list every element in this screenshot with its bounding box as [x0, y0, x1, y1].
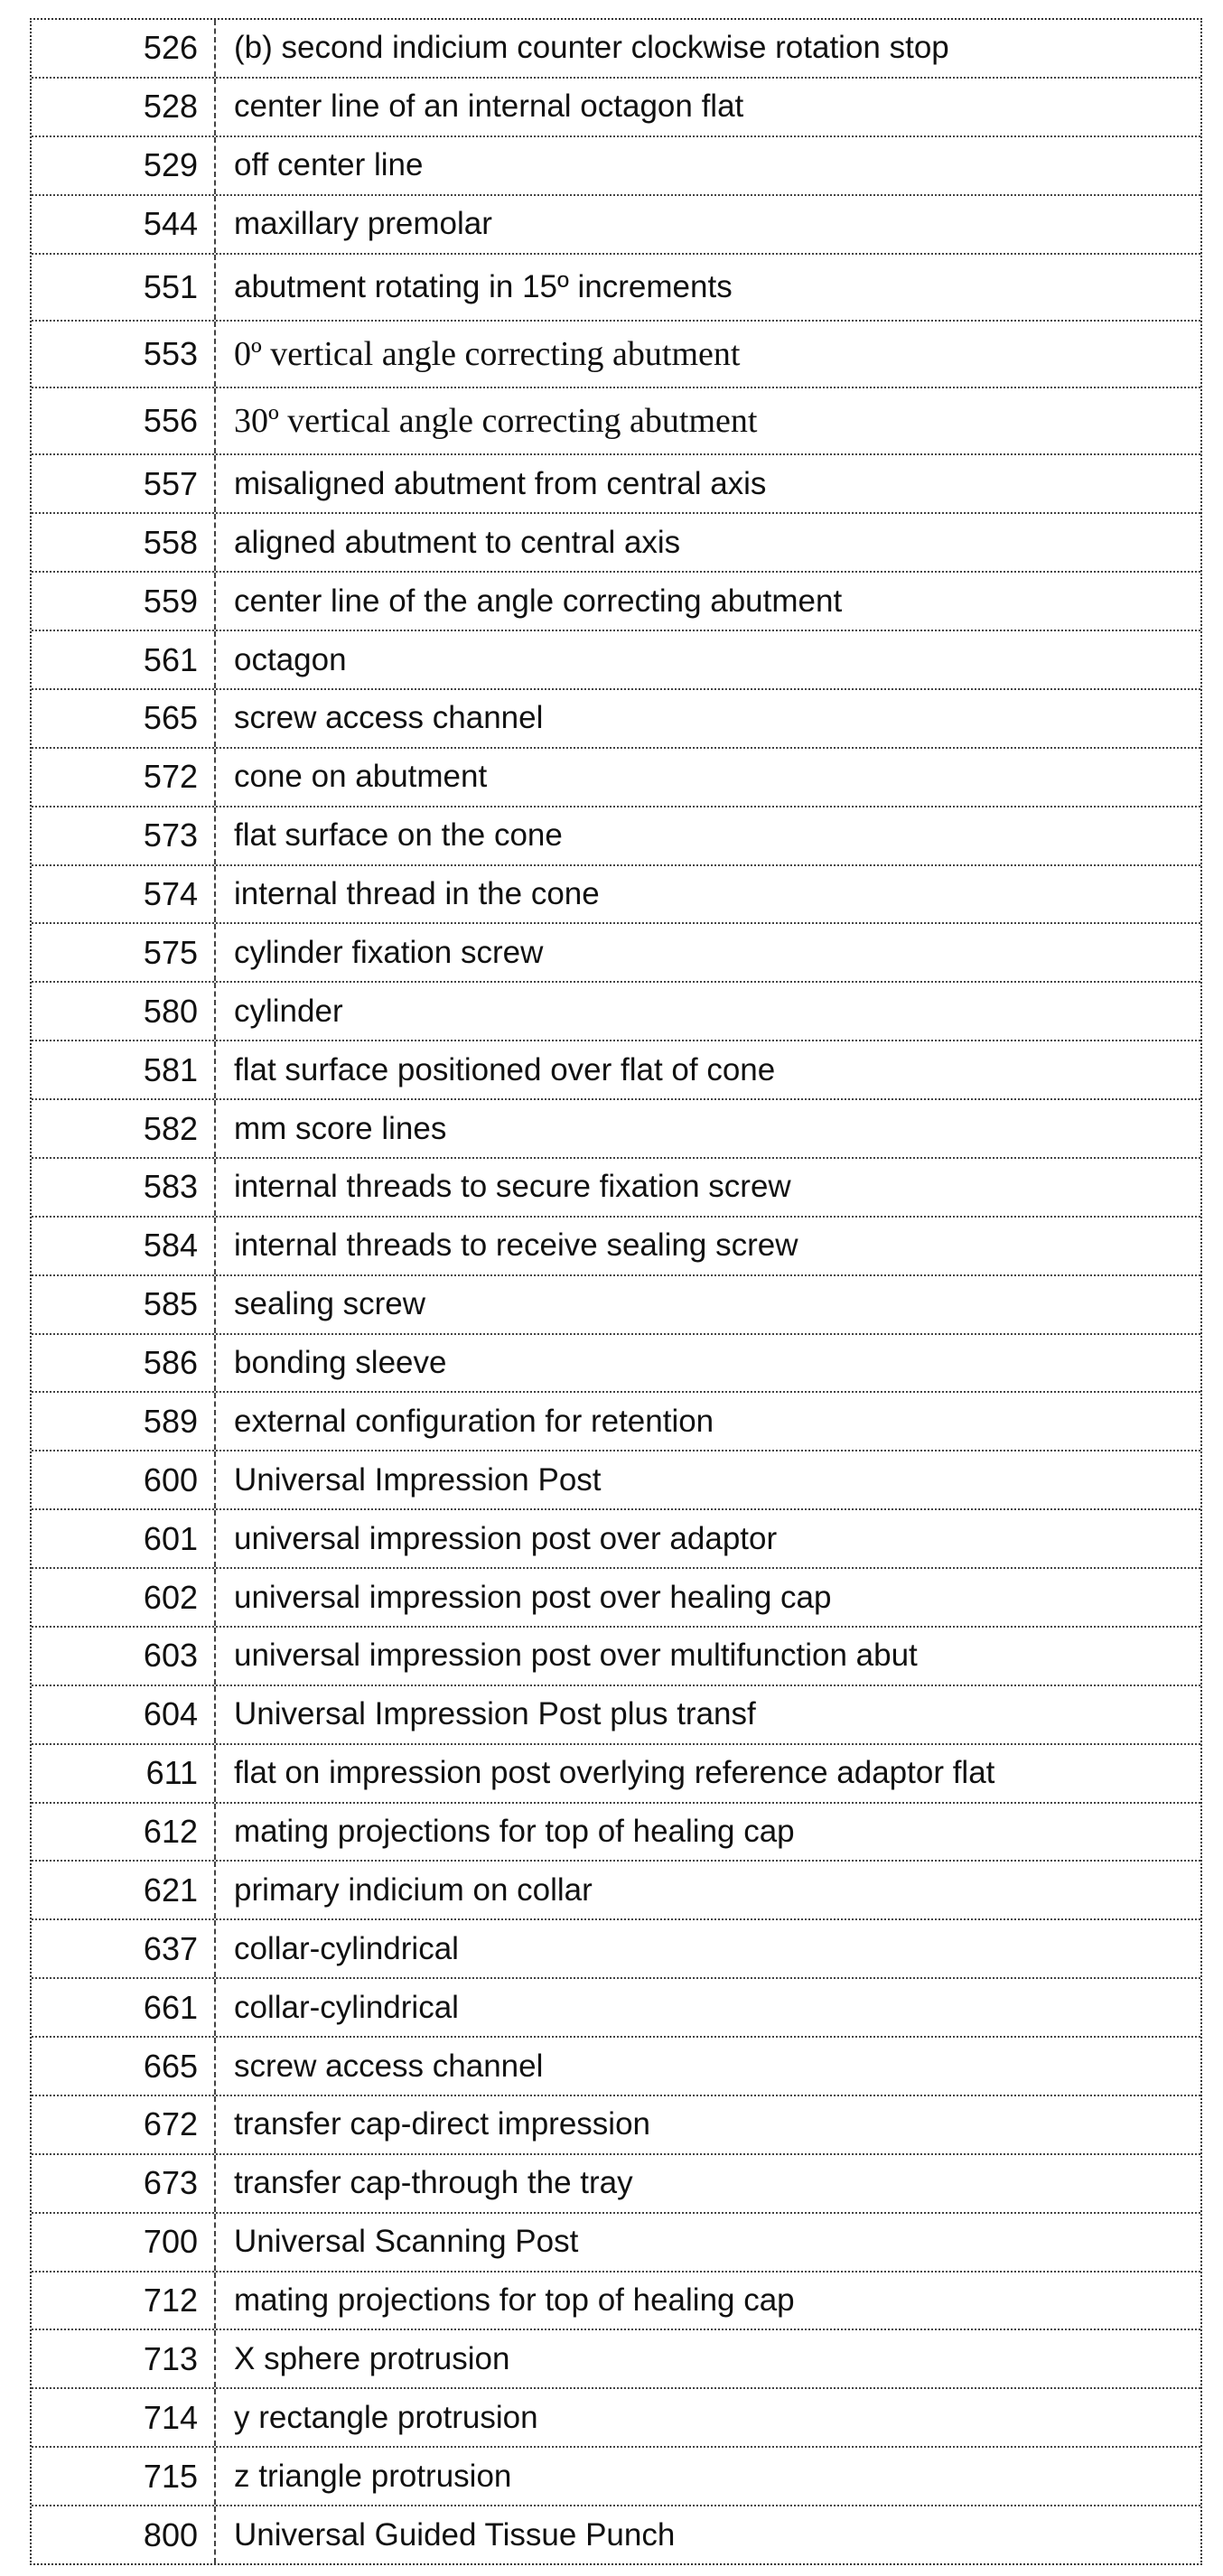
component-description: center line of the angle correcting abutment	[216, 583, 1200, 620]
component-description: Universal Guided Tissue Punch	[216, 2517, 1200, 2553]
reference-number: 621	[32, 1862, 216, 1918]
table-row	[32, 1804, 1200, 1862]
reference-number: 556	[32, 388, 216, 453]
table-row	[32, 631, 1200, 690]
component-description: mating projections for top of healing cap	[216, 1814, 1200, 1850]
table-row	[32, 2273, 1200, 2331]
reference-numeral-table	[30, 18, 1202, 2565]
table-row	[32, 2096, 1200, 2155]
table-row	[32, 1451, 1200, 1510]
component-description: transfer cap-through the tray	[216, 2165, 1200, 2201]
reference-number: 574	[32, 866, 216, 923]
table-row	[32, 2506, 1200, 2563]
component-description: Universal Impression Post plus transf	[216, 1696, 1200, 1732]
reference-number: 559	[32, 573, 216, 630]
component-description: universal impression post over multifunction abut	[216, 1638, 1200, 1674]
table-row	[32, 1510, 1200, 1569]
component-description: z triangle protrusion	[216, 2459, 1200, 2495]
component-description: internal threads to receive sealing screw	[216, 1227, 1200, 1264]
reference-number: 800	[32, 2506, 216, 2563]
reference-number: 713	[32, 2330, 216, 2387]
table-row	[32, 455, 1200, 514]
reference-number: 580	[32, 983, 216, 1040]
reference-number: 604	[32, 1686, 216, 1743]
reference-number: 589	[32, 1393, 216, 1450]
reference-number: 558	[32, 514, 216, 571]
reference-number: 581	[32, 1041, 216, 1098]
component-description: 30º vertical angle correcting abutment	[216, 401, 1200, 441]
reference-number: 526	[32, 20, 216, 77]
reference-number: 665	[32, 2038, 216, 2095]
table-row	[32, 1686, 1200, 1745]
reference-number: 584	[32, 1218, 216, 1274]
component-description: sealing screw	[216, 1286, 1200, 1322]
reference-number: 583	[32, 1159, 216, 1216]
component-description: abutment rotating in 15º increments	[216, 269, 1200, 305]
reference-number: 544	[32, 196, 216, 253]
reference-number: 551	[32, 255, 216, 320]
table-row	[32, 2038, 1200, 2096]
component-description: aligned abutment to central axis	[216, 525, 1200, 561]
table-row	[32, 388, 1200, 455]
table-row	[32, 1979, 1200, 2038]
reference-number: 603	[32, 1628, 216, 1685]
reference-number: 573	[32, 807, 216, 864]
table-row	[32, 255, 1200, 322]
reference-number: 585	[32, 1276, 216, 1333]
table-row	[32, 137, 1200, 196]
component-description: screw access channel	[216, 700, 1200, 736]
reference-number: 661	[32, 1979, 216, 2036]
component-description: universal impression post over healing cap	[216, 1580, 1200, 1616]
component-description: external configuration for retention	[216, 1404, 1200, 1440]
table-row	[32, 1920, 1200, 1979]
component-description: octagon	[216, 642, 1200, 678]
table-row	[32, 690, 1200, 749]
component-description: collar-cylindrical	[216, 1990, 1200, 2026]
table-row	[32, 749, 1200, 807]
component-description: transfer cap-direct impression	[216, 2106, 1200, 2142]
table-row	[32, 20, 1200, 79]
component-description: screw access channel	[216, 2049, 1200, 2085]
reference-number: 582	[32, 1100, 216, 1157]
reference-number: 600	[32, 1451, 216, 1508]
component-description: misaligned abutment from central axis	[216, 466, 1200, 502]
table-row	[32, 1100, 1200, 1159]
reference-number: 700	[32, 2214, 216, 2271]
component-description: cylinder fixation screw	[216, 935, 1200, 971]
reference-number: 572	[32, 749, 216, 806]
component-description: off center line	[216, 147, 1200, 183]
table-row	[32, 1159, 1200, 1218]
reference-number: 714	[32, 2389, 216, 2446]
table-row	[32, 1569, 1200, 1628]
table-row	[32, 1862, 1200, 1920]
component-description: bonding sleeve	[216, 1345, 1200, 1381]
table-row	[32, 983, 1200, 1041]
reference-number: 715	[32, 2448, 216, 2505]
component-description: Universal Scanning Post	[216, 2224, 1200, 2260]
table-row	[32, 322, 1200, 388]
component-description: internal threads to secure fixation screw	[216, 1169, 1200, 1205]
reference-number: 637	[32, 1920, 216, 1977]
table-row	[32, 514, 1200, 573]
reference-number: 712	[32, 2273, 216, 2329]
reference-number: 601	[32, 1510, 216, 1567]
reference-number: 672	[32, 2096, 216, 2153]
table-row	[32, 1393, 1200, 1451]
reference-number: 565	[32, 690, 216, 747]
component-description: collar-cylindrical	[216, 1931, 1200, 1967]
table-row	[32, 1218, 1200, 1276]
component-description: cylinder	[216, 994, 1200, 1030]
reference-number: 557	[32, 455, 216, 512]
table-row	[32, 2389, 1200, 2448]
table-row	[32, 79, 1200, 137]
table-row	[32, 2330, 1200, 2389]
reference-number: 575	[32, 924, 216, 981]
component-description: internal thread in the cone	[216, 876, 1200, 912]
table-row	[32, 2155, 1200, 2214]
component-description: mating projections for top of healing cap	[216, 2282, 1200, 2319]
reference-number: 611	[32, 1745, 216, 1802]
table-row	[32, 807, 1200, 866]
component-description: primary indicium on collar	[216, 1872, 1200, 1909]
reference-number: 529	[32, 137, 216, 194]
table-row	[32, 1041, 1200, 1100]
component-description: mm score lines	[216, 1111, 1200, 1147]
component-description: center line of an internal octagon flat	[216, 89, 1200, 125]
component-description: universal impression post over adaptor	[216, 1521, 1200, 1557]
table-row	[32, 2214, 1200, 2273]
reference-number: 553	[32, 322, 216, 387]
reference-number: 528	[32, 79, 216, 135]
reference-number: 612	[32, 1804, 216, 1861]
table-row	[32, 1745, 1200, 1804]
component-description: flat surface on the cone	[216, 817, 1200, 854]
table-row	[32, 866, 1200, 925]
table-row	[32, 2448, 1200, 2506]
reference-number: 561	[32, 631, 216, 688]
table-row	[32, 573, 1200, 631]
component-description: y rectangle protrusion	[216, 2400, 1200, 2436]
component-description: maxillary premolar	[216, 206, 1200, 242]
component-description: Universal Impression Post	[216, 1462, 1200, 1498]
component-description: flat surface positioned over flat of cone	[216, 1052, 1200, 1088]
reference-number: 602	[32, 1569, 216, 1626]
component-description: flat on impression post overlying reference adaptor flat	[216, 1755, 1200, 1791]
component-description: X sphere protrusion	[216, 2341, 1200, 2377]
component-description: cone on abutment	[216, 759, 1200, 795]
table-row	[32, 924, 1200, 983]
table-row	[32, 1276, 1200, 1335]
reference-number: 586	[32, 1335, 216, 1392]
table-row	[32, 196, 1200, 255]
reference-number: 673	[32, 2155, 216, 2212]
component-description: (b) second indicium counter clockwise rotation stop	[216, 30, 1200, 66]
table-row	[32, 1628, 1200, 1686]
component-description: 0º vertical angle correcting abutment	[216, 334, 1200, 374]
table-row	[32, 1335, 1200, 1394]
